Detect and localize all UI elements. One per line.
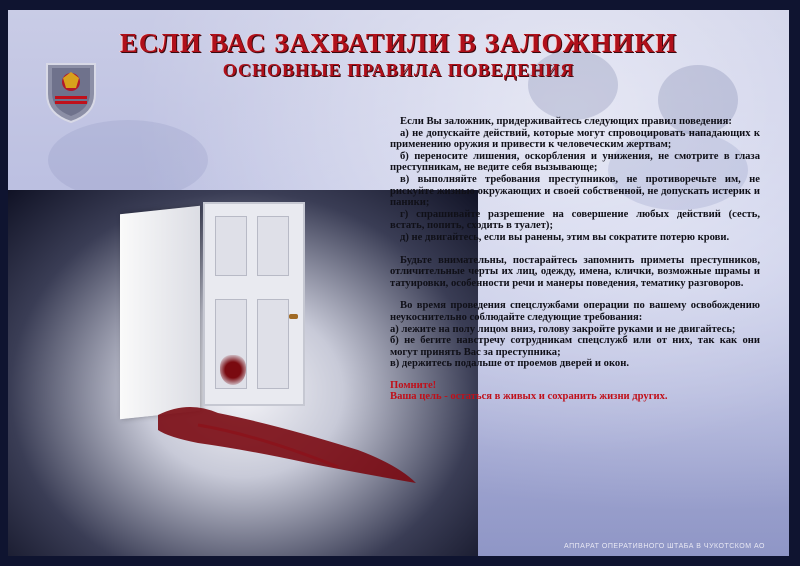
door-handle xyxy=(289,314,298,319)
blood-stain xyxy=(158,395,418,485)
handprint-mark xyxy=(220,355,246,385)
rule-item: д) не двигайтесь, если вы ранены, этим вы сократите потерю крови. xyxy=(400,231,730,243)
rules-text xyxy=(390,116,760,403)
poster xyxy=(8,10,789,556)
open-door-leaf xyxy=(120,206,200,419)
operation-intro: Во время проведения спецслужбами операции по вашему освобождению неукоснительно соблюдайте следующие требования: xyxy=(390,300,760,323)
operation-rule: в) держитесь подальше от проемов дверей и окон. xyxy=(390,358,629,370)
intro-paragraph: Если Вы заложник, придерживайтесь следующих правил поведения: xyxy=(400,116,732,127)
operation-rule: а) лежите на полу лицом вниз, голову закройте руками и не двигайтесь; xyxy=(390,323,736,335)
rule-item: а) не допускайте действий, которые могут спровоцировать нападающих к применению оружия и привести к человеческим жертвам; xyxy=(390,127,760,151)
shield-emblem-icon xyxy=(43,58,99,124)
remember-block xyxy=(390,380,760,403)
background-figure xyxy=(48,120,208,200)
rule-item: б) переносите лишения, оскорбления и унижения, не смотрите в глаза преступникам, не ведите себя вызывающе; xyxy=(390,150,760,174)
door xyxy=(203,202,305,406)
poster-title: ЕСЛИ ВАС ЗАХВАТИЛИ В ЗАЛОЖНИКИ xyxy=(119,28,678,58)
attention-paragraph: Будьте внимательны, постарайтесь запомнить приметы преступников, отличительные черты их лиц, одежду, имена, клички, возможные шрамы и татуировки, особенности речи и манеры поведения, тематику разговоров. xyxy=(390,254,760,289)
footer-caption: АППАРАТ ОПЕРАТИВНОГО ШТАБА В ЧУКОТСКОМ АО xyxy=(564,543,765,550)
poster-subtitle: ОСНОВНЫЕ ПРАВИЛА ПОВЕДЕНИЯ xyxy=(222,60,575,80)
rule-item: г) спрашивайте разрешение на совершение любых действий (сесть, встать, попить, сходить в туалет); xyxy=(390,208,760,232)
remember-text: Ваша цель - остаться в живых и сохранить жизни других. xyxy=(390,391,668,403)
operation-rule: б) не бегите навстречу сотрудникам спецслужб или от них, так как они могут принять Вас за преступника; xyxy=(390,335,760,358)
remember-label: Помните! xyxy=(390,379,437,391)
rule-item: в) выполняйте требования преступников, не противоречьте им, не рискуйте жизнью окружающих и своей собственной, не допускать истерик и паники; xyxy=(390,173,760,209)
